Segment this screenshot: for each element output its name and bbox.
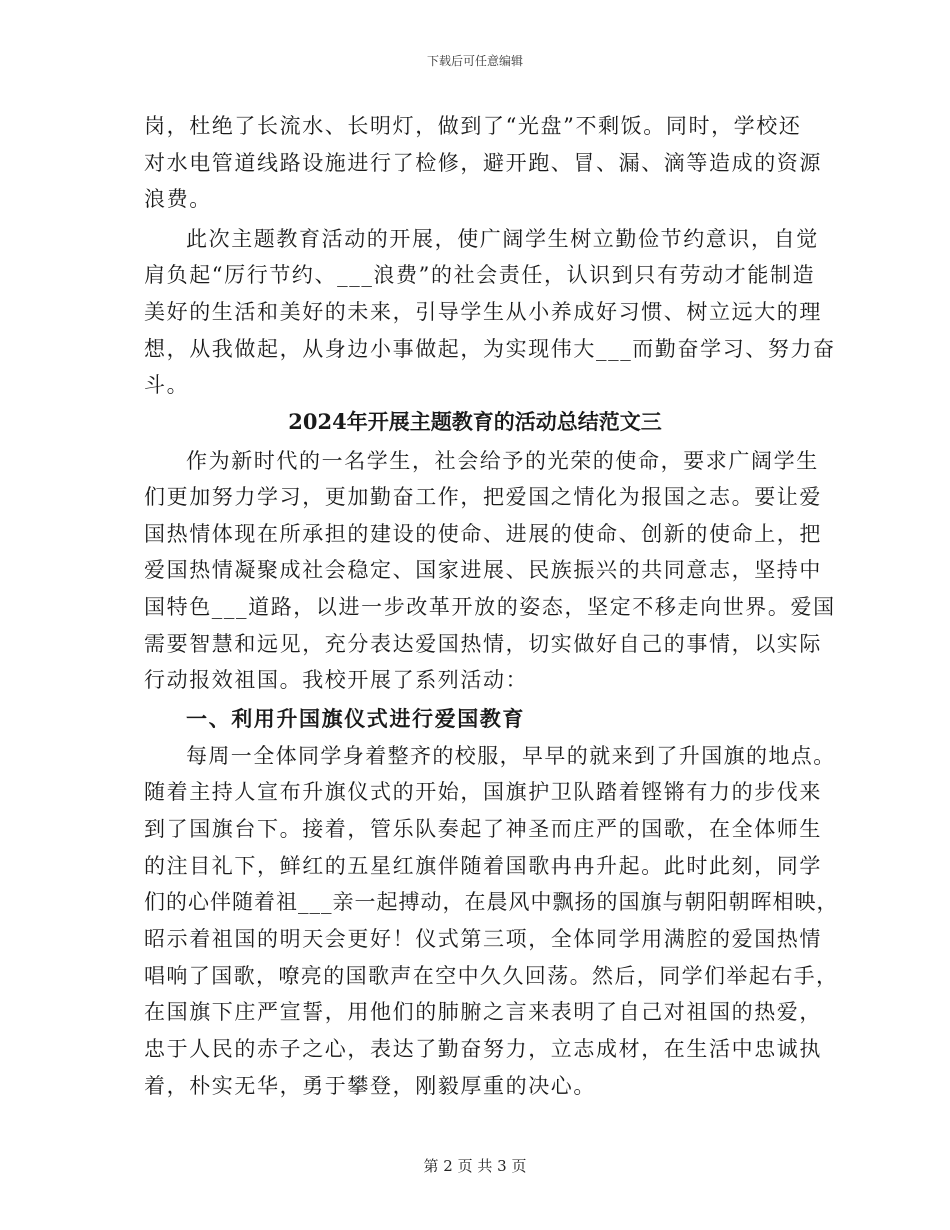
text-line: 每周一全体同学身着整齐的校服，早早的就来到了升国旗的地点。 — [186, 744, 836, 768]
text-line: 们的心伴随着祖___亲一起搏动，在晨风中飘扬的国旗与朝阳朝晖相映， — [144, 890, 839, 914]
text-line: 对水电管道线路设施进行了检修，避开跑、冒、漏、滴等造成的资源 — [144, 151, 822, 175]
text-line: 爱国热情凝聚成社会稳定、国家进展、民族振兴的共同意志，坚持中 — [144, 558, 822, 582]
section-title: 2024年开展主题教育的活动总结范文三 — [288, 409, 662, 434]
text-line: 唱响了国歌，嘹亮的国歌声在空中久久回荡。然后，同学们举起右手， — [144, 964, 839, 988]
text-line: 美好的生活和美好的未来，引导学生从小养成好习惯、树立远大的理 — [144, 300, 822, 324]
text-line: 肩负起“厉行节约、___浪费”的社会责任，认识到只有劳动才能制造 — [144, 263, 816, 287]
text-line: 到了国旗台下。接着，管乐队奏起了神圣而庄严的国歌，在全体师生 — [144, 817, 822, 841]
subsection-heading: 一、利用升国旗仪式进行爱国教育 — [186, 707, 525, 731]
text-line: 斗。 — [144, 373, 190, 397]
text-line: 此次主题教育活动的开展，使广阔学生树立勤俭节约意识，自觉 — [186, 227, 819, 251]
text-line: 国特色___道路，以进一步改革开放的姿态，坚定不移走向世界。爱国 — [144, 595, 836, 619]
text-line: 浪费。 — [144, 187, 212, 211]
text-line: 昭示着祖国的明天会更好！仪式第三项，全体同学用满腔的爱国热情 — [144, 927, 822, 951]
text-line: 的注目礼下，鲜红的五星红旗伴随着国歌冉冉升起。此时此刻，同学 — [144, 854, 822, 878]
text-line: 在国旗下庄严宣誓，用他们的肺腑之言来表明了自己对祖国的热爱， — [144, 1000, 822, 1024]
text-line: 们更加努力学习，更加勤奋工作，把爱国之情化为报国之志。要让爱 — [144, 485, 822, 509]
page-footer: 第 2 页 共 3 页 — [423, 1157, 527, 1175]
text-line: 着，朴实无华，勇于攀登，刚毅厚重的决心。 — [144, 1074, 596, 1098]
text-line: 作为新时代的一名学生，社会给予的光荣的使命，要求广阔学生 — [186, 449, 819, 473]
text-line: 国热情体现在所承担的建设的使命、进展的使命、创新的使命上，把 — [144, 522, 822, 546]
text-line: 岗，杜绝了长流水、长明灯，做到了“光盘”不剩饭。同时，学校还 — [144, 114, 802, 138]
text-line: 随着主持人宣布升旗仪式的开始，国旗护卫队踏着铿锵有力的步伐来 — [144, 780, 822, 804]
page-header: 下载后可任意编辑 — [426, 54, 523, 68]
text-line: 行动报效祖国。我校开展了系列活动： — [144, 668, 529, 692]
text-line: 想，从我做起，从身边小事做起，为实现伟大___而勤奋学习、努力奋 — [144, 337, 836, 361]
text-line: 需要智慧和远见，充分表达爱国热情，切实做好自己的事情，以实际 — [144, 632, 822, 656]
text-line: 忠于人民的赤子之心，表达了勤奋努力，立志成材，在生活中忠诚执 — [144, 1037, 822, 1061]
